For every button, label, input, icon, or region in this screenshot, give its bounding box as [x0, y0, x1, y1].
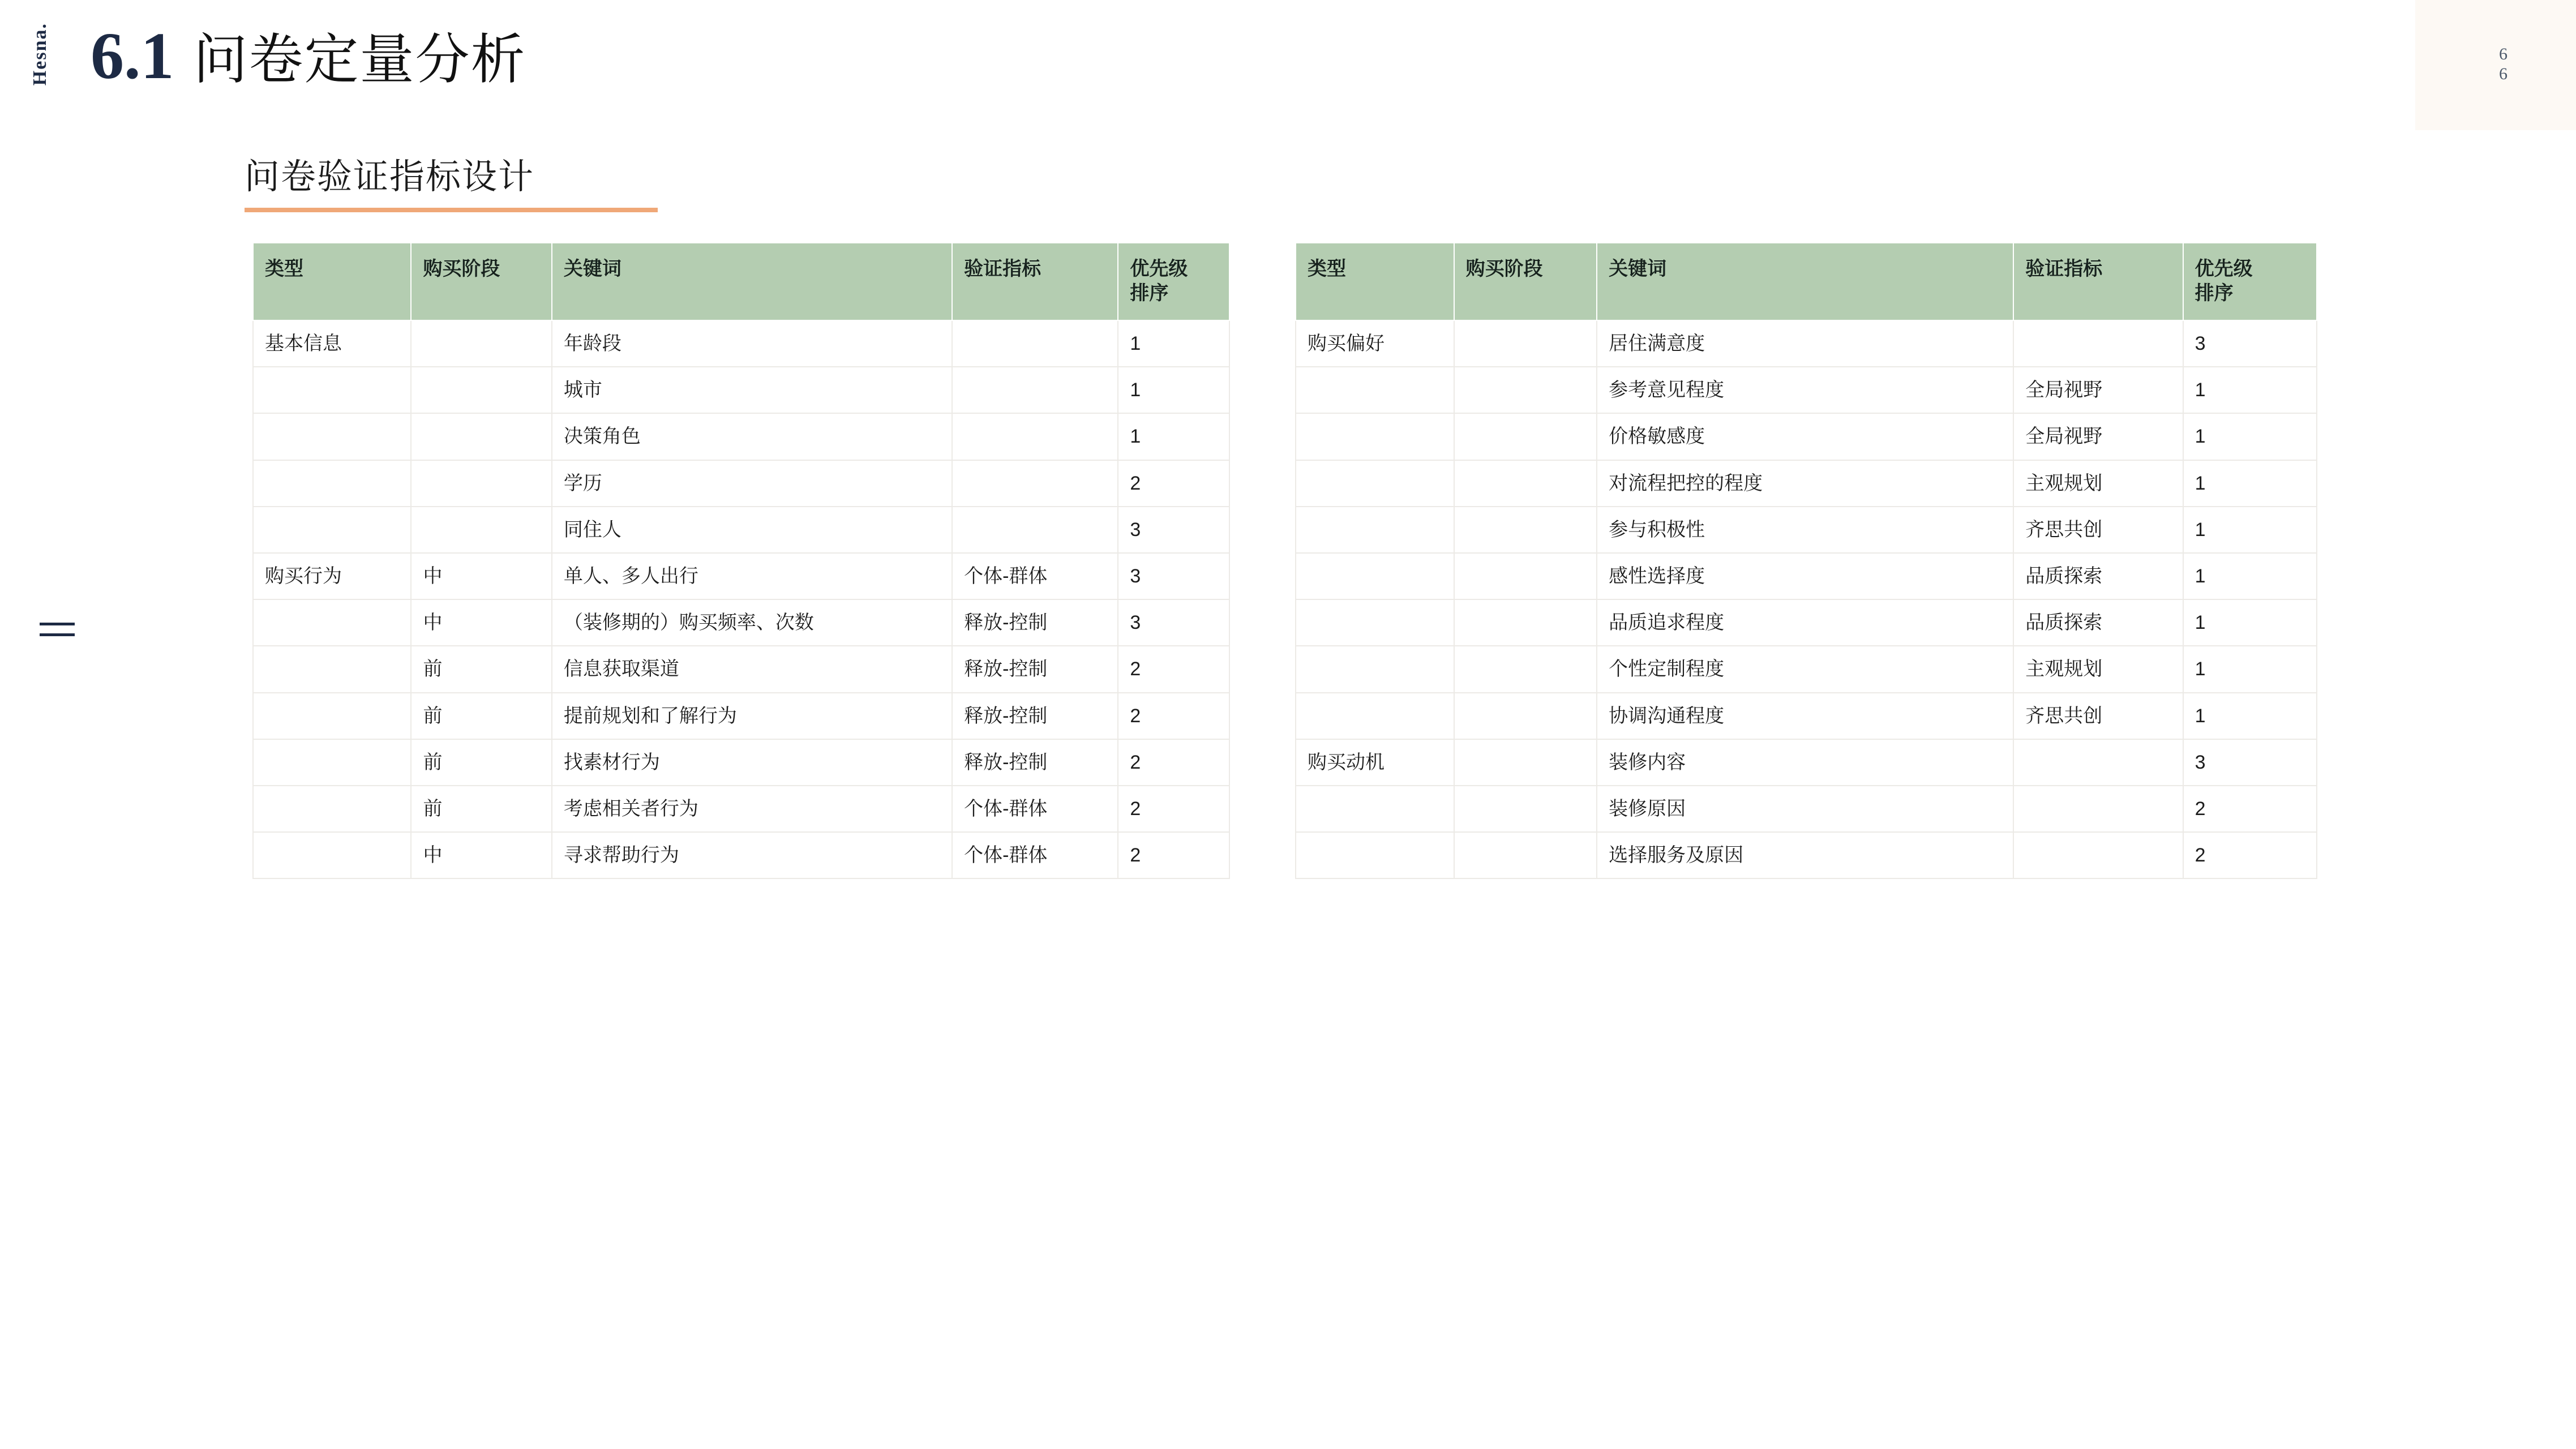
cell-metric	[952, 320, 1118, 367]
cell-stage	[1454, 553, 1597, 599]
cell-metric: 全局视野	[2013, 413, 2183, 460]
cell-metric	[2013, 786, 2183, 832]
cell-keyword: 对流程把控的程度	[1597, 460, 2013, 507]
cell-metric: 个体-群体	[952, 553, 1118, 599]
column-header-priority-line2: 排序	[1130, 282, 1169, 304]
cell-priority: 3	[2183, 739, 2317, 786]
table-header-row	[1296, 243, 2317, 320]
table-header-row	[253, 243, 1229, 320]
cell-type	[253, 460, 411, 507]
cell-type	[253, 646, 411, 692]
left-table-body	[253, 320, 1229, 878]
table-row	[1296, 786, 2317, 832]
table-row	[1296, 832, 2317, 878]
column-header-priority-line2: 排序	[2194, 282, 2234, 304]
cell-priority: 2	[1118, 832, 1229, 878]
table-row	[253, 693, 1229, 739]
cell-priority: 1	[1118, 413, 1229, 460]
cell-type	[1296, 460, 1454, 507]
table-row	[1296, 460, 2317, 507]
cell-metric	[2013, 320, 2183, 367]
cell-type	[253, 693, 411, 739]
cell-keyword: 参与积极性	[1597, 507, 2013, 553]
cell-metric: 主观规划	[2013, 646, 2183, 692]
cell-type	[1296, 646, 1454, 692]
right-table-body	[1296, 320, 2317, 878]
cell-stage: 中	[411, 599, 551, 646]
cell-metric: 齐思共创	[2013, 693, 2183, 739]
table-row	[253, 320, 1229, 367]
cell-keyword: 寻求帮助行为	[552, 832, 952, 878]
cell-priority: 1	[2183, 367, 2317, 413]
cell-metric	[952, 507, 1118, 553]
cell-keyword: 装修原因	[1597, 786, 2013, 832]
cell-stage	[1454, 507, 1597, 553]
cell-stage	[411, 367, 551, 413]
table-row	[253, 460, 1229, 507]
cell-metric: 主观规划	[2013, 460, 2183, 507]
cell-keyword: 学历	[552, 460, 952, 507]
cell-type	[1296, 367, 1454, 413]
cell-priority: 1	[2183, 599, 2317, 646]
cell-priority: 2	[1118, 460, 1229, 507]
cell-keyword: 信息获取渠道	[552, 646, 952, 692]
subtitle-underline	[245, 208, 658, 212]
cell-type	[1296, 832, 1454, 878]
cell-metric: 释放-控制	[952, 693, 1118, 739]
cell-type	[253, 413, 411, 460]
table-row	[253, 646, 1229, 692]
cell-stage: 前	[411, 739, 551, 786]
cell-stage	[1454, 599, 1597, 646]
cell-metric: 个体-群体	[952, 832, 1118, 878]
cell-priority: 1	[2183, 507, 2317, 553]
cell-metric: 释放-控制	[952, 646, 1118, 692]
cell-stage	[1454, 460, 1597, 507]
cell-stage	[1454, 832, 1597, 878]
cell-stage	[411, 507, 551, 553]
slide-number-line-2: 6	[2499, 65, 2508, 84]
column-header-priority	[1118, 243, 1229, 320]
cell-keyword: 考虑相关者行为	[552, 786, 952, 832]
column-header-priority-line1: 优先级	[2194, 258, 2253, 280]
cell-type: 购买动机	[1296, 739, 1454, 786]
cell-priority: 1	[1118, 367, 1229, 413]
column-header-priority	[2183, 243, 2317, 320]
cell-priority: 2	[1118, 739, 1229, 786]
table-row	[1296, 507, 2317, 553]
cell-stage	[1454, 786, 1597, 832]
table-row	[1296, 599, 2317, 646]
cell-priority: 3	[1118, 553, 1229, 599]
cell-metric: 释放-控制	[952, 739, 1118, 786]
cell-keyword: 价格敏感度	[1597, 413, 2013, 460]
table-row	[253, 507, 1229, 553]
cell-keyword: （装修期的）购买频率、次数	[552, 599, 952, 646]
slide-number-panel	[2415, 0, 2576, 130]
table-row	[253, 553, 1229, 599]
cell-priority: 1	[2183, 693, 2317, 739]
cell-type: 购买行为	[253, 553, 411, 599]
cell-type	[1296, 553, 1454, 599]
cell-metric: 全局视野	[2013, 367, 2183, 413]
cell-keyword: 决策角色	[552, 413, 952, 460]
slide-number-line-1: 6	[2499, 45, 2508, 63]
cell-type: 基本信息	[253, 320, 411, 367]
cell-metric: 品质探索	[2013, 553, 2183, 599]
cell-priority: 2	[1118, 693, 1229, 739]
table-row	[1296, 320, 2317, 367]
table-row	[253, 367, 1229, 413]
cell-stage	[1454, 367, 1597, 413]
table-row	[253, 786, 1229, 832]
cell-keyword: 找素材行为	[552, 739, 952, 786]
cell-metric	[952, 367, 1118, 413]
column-header-priority-line1: 优先级	[1130, 258, 1188, 280]
cell-keyword: 品质追求程度	[1597, 599, 2013, 646]
cell-metric	[2013, 739, 2183, 786]
cell-priority: 3	[2183, 320, 2317, 367]
table-row	[1296, 693, 2317, 739]
section-number: 6.1	[91, 19, 174, 93]
cell-type	[253, 832, 411, 878]
cell-metric: 释放-控制	[952, 599, 1118, 646]
cell-metric: 品质探索	[2013, 599, 2183, 646]
cell-type	[1296, 507, 1454, 553]
column-header-stage: 购买阶段	[1454, 243, 1597, 320]
page-title	[91, 19, 526, 93]
brand-logo: Hesna.	[29, 23, 50, 86]
cell-priority: 3	[1118, 507, 1229, 553]
equals-bar-top	[40, 623, 75, 625]
column-header-metric: 验证指标	[2013, 243, 2183, 320]
cell-keyword: 个性定制程度	[1597, 646, 2013, 692]
cell-stage	[411, 413, 551, 460]
cell-metric: 个体-群体	[952, 786, 1118, 832]
cell-metric: 齐思共创	[2013, 507, 2183, 553]
cell-stage	[1454, 646, 1597, 692]
cell-stage: 前	[411, 693, 551, 739]
column-header-metric: 验证指标	[952, 243, 1118, 320]
table-row	[1296, 739, 2317, 786]
cell-keyword: 单人、多人出行	[552, 553, 952, 599]
cell-stage: 中	[411, 553, 551, 599]
table-row	[253, 739, 1229, 786]
cell-priority: 2	[1118, 646, 1229, 692]
column-header-type: 类型	[1296, 243, 1454, 320]
cell-priority: 1	[1118, 320, 1229, 367]
table-row	[253, 413, 1229, 460]
cell-priority: 1	[2183, 413, 2317, 460]
cell-priority: 1	[2183, 646, 2317, 692]
slide-number	[2499, 44, 2508, 84]
cell-priority: 2	[2183, 786, 2317, 832]
cell-stage	[411, 460, 551, 507]
cell-stage: 前	[411, 646, 551, 692]
cell-stage	[1454, 413, 1597, 460]
column-header-keyword: 关键词	[1597, 243, 2013, 320]
cell-stage: 前	[411, 786, 551, 832]
cell-stage	[1454, 320, 1597, 367]
cell-keyword: 年龄段	[552, 320, 952, 367]
cell-type	[1296, 599, 1454, 646]
cell-type	[253, 507, 411, 553]
decorative-equals-mark	[40, 623, 75, 644]
cell-priority: 1	[2183, 460, 2317, 507]
table-row	[253, 832, 1229, 878]
table-row	[1296, 367, 2317, 413]
cell-keyword: 协调沟通程度	[1597, 693, 2013, 739]
cell-keyword: 提前规划和了解行为	[552, 693, 952, 739]
right-table-block	[1295, 242, 2317, 879]
column-header-keyword: 关键词	[552, 243, 952, 320]
cell-type	[1296, 693, 1454, 739]
cell-type	[253, 786, 411, 832]
cell-type	[1296, 786, 1454, 832]
cell-metric	[2013, 832, 2183, 878]
table-row	[1296, 413, 2317, 460]
title-text: 问卷定量分析	[193, 29, 526, 90]
cell-metric	[952, 460, 1118, 507]
right-table	[1295, 242, 2317, 879]
table-row	[253, 599, 1229, 646]
cell-keyword: 参考意见程度	[1597, 367, 2013, 413]
cell-keyword: 同住人	[552, 507, 952, 553]
cell-keyword: 居住满意度	[1597, 320, 2013, 367]
cell-type	[1296, 413, 1454, 460]
subtitle-text: 问卷验证指标设计	[245, 157, 535, 196]
cell-keyword: 装修内容	[1597, 739, 2013, 786]
column-header-stage: 购买阶段	[411, 243, 551, 320]
cell-stage	[1454, 693, 1597, 739]
cell-priority: 3	[1118, 599, 1229, 646]
cell-keyword: 城市	[552, 367, 952, 413]
table-row	[1296, 646, 2317, 692]
cell-keyword: 选择服务及原因	[1597, 832, 2013, 878]
cell-type	[253, 739, 411, 786]
left-table	[252, 242, 1230, 879]
cell-keyword: 感性选择度	[1597, 553, 2013, 599]
cell-stage	[411, 320, 551, 367]
cell-priority: 1	[2183, 553, 2317, 599]
cell-metric	[952, 413, 1118, 460]
subtitle-block	[245, 148, 658, 212]
cell-priority: 2	[2183, 832, 2317, 878]
cell-type: 购买偏好	[1296, 320, 1454, 367]
column-header-type: 类型	[253, 243, 411, 320]
table-row	[1296, 553, 2317, 599]
cell-stage: 中	[411, 832, 551, 878]
cell-stage	[1454, 739, 1597, 786]
cell-type	[253, 599, 411, 646]
cell-priority: 2	[1118, 786, 1229, 832]
left-table-block	[252, 242, 1230, 879]
cell-type	[253, 367, 411, 413]
equals-bar-bottom	[40, 633, 75, 636]
